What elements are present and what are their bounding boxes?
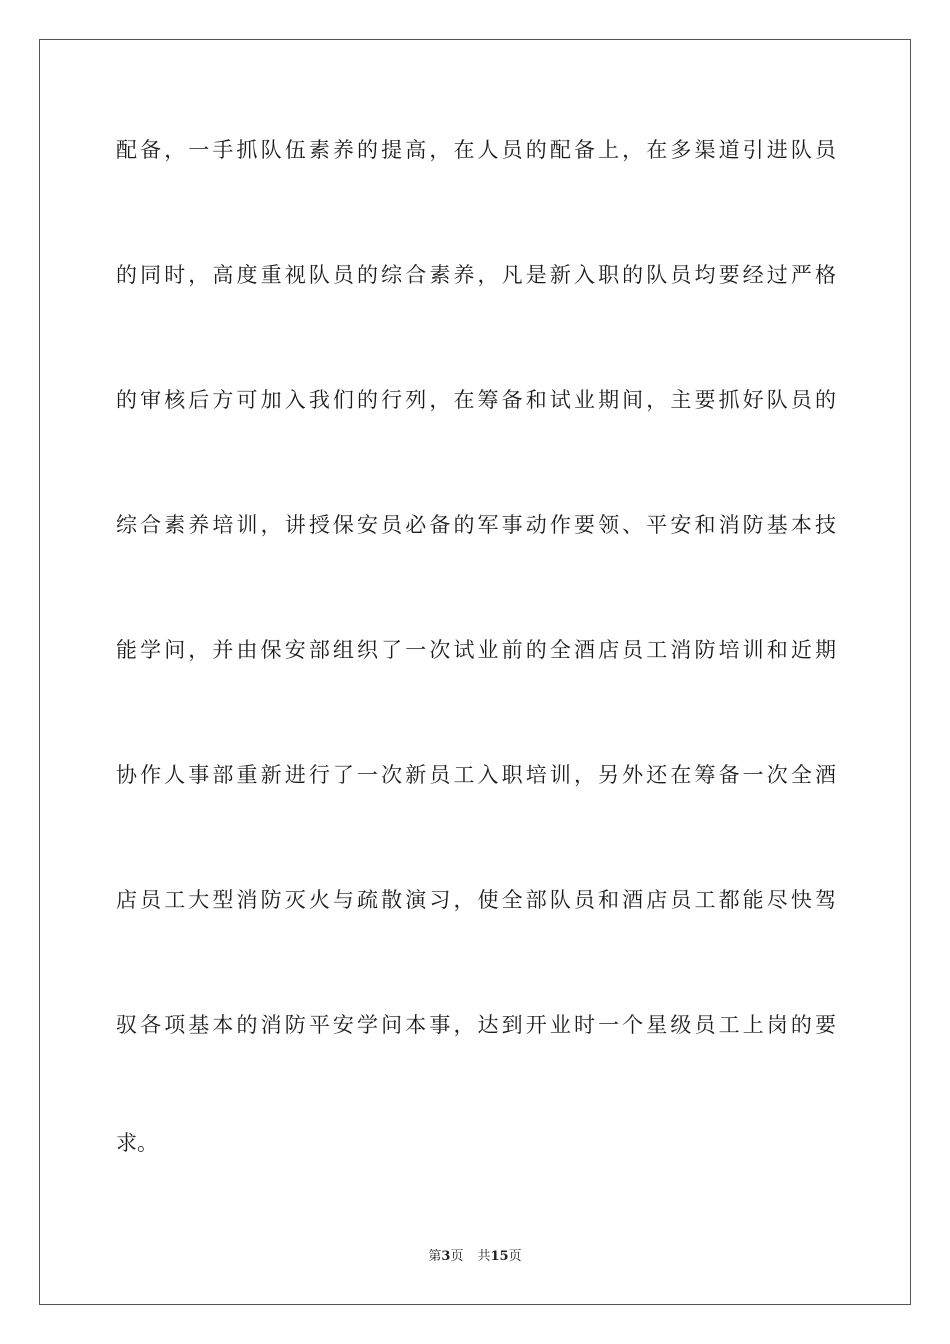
text-line: 的同时，高度重视队员的综合素养，凡是新入职的队员均要经过严格 <box>116 263 836 287</box>
total-suffix: 页 <box>508 1249 522 1264</box>
page-prefix: 第 <box>428 1249 442 1264</box>
text-line: 的审核后方可加入我们的行列，在筹备和试业期间，主要抓好队员的 <box>116 388 836 412</box>
text-line: 综合素养培训，讲授保安员必备的军事动作要领、平安和消防基本技 <box>116 513 836 537</box>
text-line: 协作人事部重新进行了一次新员工入职培训，另外还在筹备一次全酒 <box>116 763 836 787</box>
total-pages: 15 <box>490 1249 509 1264</box>
page-border <box>39 39 911 1305</box>
text-line: 求。 <box>116 1131 158 1155</box>
text-line: 配备，一手抓队伍素养的提高，在人员的配备上，在多渠道引进队员 <box>116 138 836 162</box>
text-line: 店员工大型消防灭火与疏散演习，使全部队员和酒店员工都能尽快驾 <box>116 888 836 912</box>
page-footer <box>0 1248 950 1266</box>
text-line: 能学问，并由保安部组织了一次试业前的全酒店员工消防培训和近期 <box>116 638 836 662</box>
page-suffix: 页 <box>450 1249 464 1264</box>
text-line: 驭各项基本的消防平安学问本事，达到开业时一个星级员工上岗的要 <box>116 1013 836 1037</box>
total-prefix: 共 <box>477 1249 491 1264</box>
page-number: 3 <box>441 1249 451 1264</box>
